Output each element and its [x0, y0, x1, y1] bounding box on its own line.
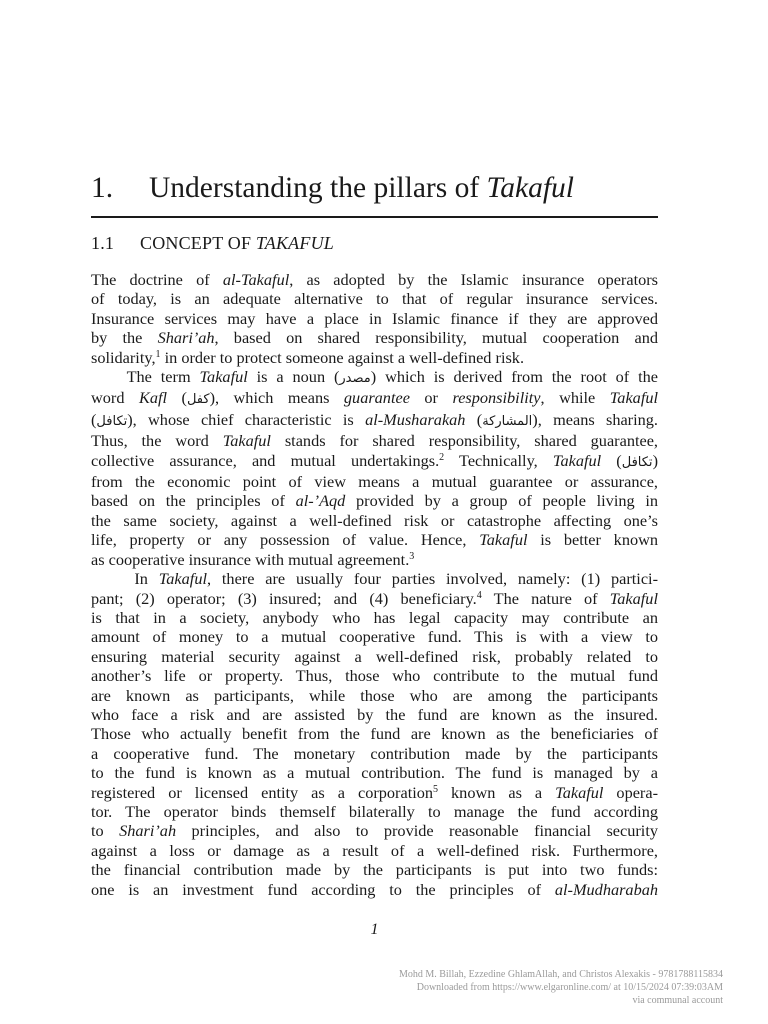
paragraph-1: The doctrine of al-Takaful, as adopted by the Islamic insurance operators of today, is an adequate alternative to that of regular insurance services. Insurance services may have a place in Islamic finance if they are approved by the Shari’ah, based on shared responsibility, mutual cooperation and solidarity,$^1$ in order to protect someone against a well-defined risk.: [91, 270, 659, 367]
watermark-line-3: via communal account: [632, 995, 723, 1006]
footnote-ref-4[interactable]: 4: [476, 589, 482, 601]
footnote-ref-1[interactable]: 1: [155, 348, 161, 360]
watermark-line-2: Downloaded from https://www.elgaronline.com/ at 10/15/2024 07:39:03AM: [416, 982, 723, 993]
section-heading: [91, 230, 334, 256]
watermark-line-1: Mohd M. Billah, Ezzedine GhlamAllah, and Christos Alexakis - 9781788115834: [398, 969, 723, 980]
chapter-number: 1.: [91, 172, 114, 204]
section-number: 1.1: [91, 233, 115, 253]
chapter-title-italic: Takaful: [486, 172, 574, 204]
footnote-ref-2[interactable]: 2: [439, 451, 445, 463]
chapter-title-text: Understanding the pillars of: [149, 172, 487, 204]
footnote-ref-5[interactable]: 5: [433, 783, 439, 795]
chapter-title: [91, 168, 658, 208]
page-number: 1: [370, 921, 379, 938]
footnote-ref-3[interactable]: 3: [409, 550, 415, 562]
section-title-text: CONCEPT OF: [140, 233, 256, 253]
body-text: [91, 270, 658, 899]
download-watermark: [399, 968, 723, 1007]
paragraph-3: In Takaful, there are usually four parties involved, namely: (1) partici- pant; (2) operator; (3) insured; and (4) beneficiary.$^4$ The nature of Takaful is that in a society, anybody who has legal capacity may contribute an amount of money to a mutual cooperative fund. This is with a view to ensuring material security against a well-defined risk, probably related to another’s life or property. Thus, those who contribute to the mutual fund are known as participants, while those who are among the participants who face a risk and are assisted by the fund are known as the insured. Those who actually benefit from the fund are known as the beneficiaries of a cooperative fund. The monetary contribution made by the participants to the fund is known as a mutual contribution. The fund is managed by a registered or licensed entity as a corporation$^5$ known as a Takaful opera- tor. The operator binds themself bilaterally to manage the fund according to Shari’ah principles, and also to provide reasonable financial security against a loss or damage as a result of a well-defined risk. Furthermore, the financial contribution made by the participants is put into two funds: one is an investment fund according to the principles of al-Mudharabah: [91, 569, 659, 899]
chapter-rule: [91, 216, 658, 218]
paragraph-2: The term Takaful is a noun (مصدر) which is derived from the root of the word Kafl (كفل), which means guarantee or responsibility, while Takaful (تكافل), whose chief characteristic is al-Musharakah (المشاركة), means sharing. Thus, the word Takaful stands for shared responsibility, shared guarantee, collective assurance, and mutual undertakings.$^2$ Technically, Takaful (تكافل) from the economic point of view means a mutual guarantee or assurance, based on the principles of al-’Aqd provided by a group of people living in the same society, against a well-defined risk or catastrophe affecting one’s life, property or any possession of value. Hence, Takaful is better known as cooperative insurance with mutual agreement.$^3$: [91, 367, 659, 569]
section-title-italic: TAKAFUL: [255, 233, 334, 253]
